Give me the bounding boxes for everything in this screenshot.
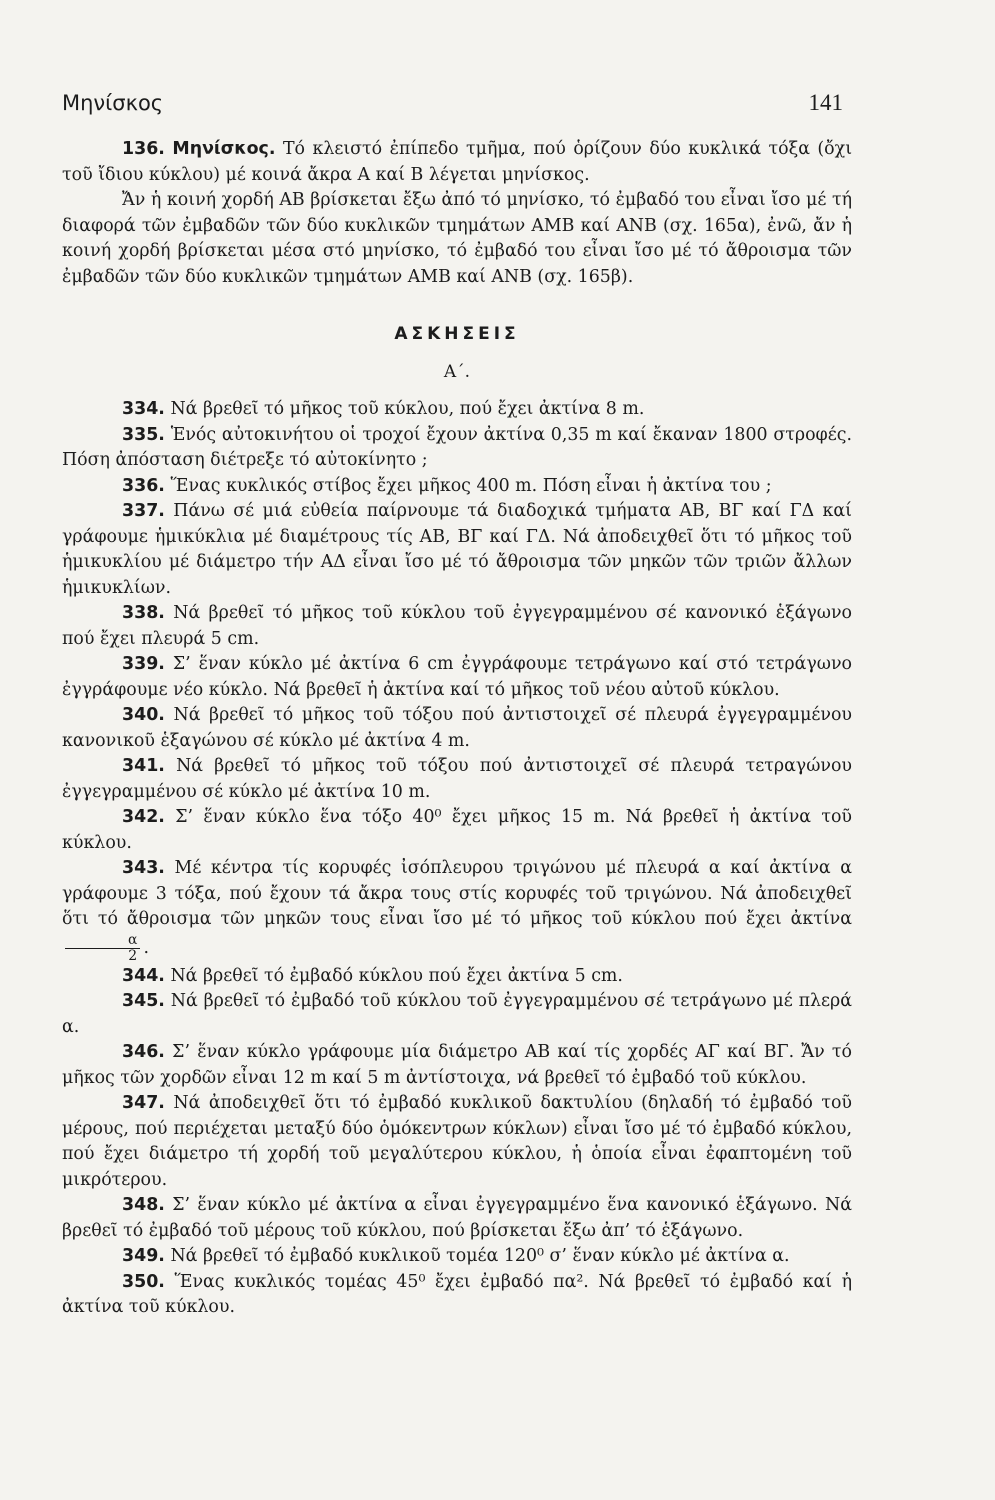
exercise-text: Νά βρεθεῖ τό μῆκος τοῦ τόξου πού ἀντιστοιχεῖ σέ πλευρά τετραγώνου ἐγγεγραμμένου σέ κύκλο μέ ἀκτίνα 10 m. [62,756,852,802]
exercise-item [62,805,852,856]
exercise-item [62,703,852,754]
exercise-text: Νά ἀποδειχθεῖ ὅτι τό ἐμβαδό κυκλικοῦ δακτυλίου (δηλαδή τό ἐμβαδό τοῦ μέρους, πού περιέχεται μεταξύ δύο ὁμόκεντρων κύκλων) εἶναι ἴσο μέ τό ἐμβαδό κύκλου, πού ἔχει διάμετρο τή χορδή τοῦ μεγαλύτερου κύκλου, ἡ ὁποία εἶναι ἐφαπτομένη τοῦ μικρότερου. [62,1093,852,1190]
exercise-text: Ἑνός αὐτοκινήτου οἱ τροχοί ἔχουν ἀκτίνα 0,35 m καί ἔκαναν 1800 στροφές. Πόση ἀπόσταση διέτρεξε τό αὐτοκίνητο ; [62,424,852,470]
page-content [62,137,852,1321]
exercise-text: Ἕνας κυκλικός τομέας 45⁰ ἔχει ἐμβαδό πα². Νά βρεθεῖ τό ἐμβαδό καί ἡ ἀκτίνα τοῦ κύκλου. [62,1271,852,1317]
exercise-text: Νά βρεθεῖ τό μῆκος τοῦ κύκλου τοῦ ἐγγεγραμμένου σέ κανονικό ἑξάγωνο πού ἔχει πλευρά 5 cm. [62,603,853,649]
exercise-number: 339. [122,654,165,674]
exercise-text: Νά βρεθεῖ τό ἐμβαδό τοῦ κύκλου τοῦ ἐγγεγραμμένου σέ τετράγωνο μέ πλερά α. [62,991,852,1037]
exercise-number: 344. [122,965,165,986]
exercise-item [62,652,852,703]
exercise-text: Σ’ ἕναν κύκλο γράφουμε μία διάμετρο ΑΒ καί τίς χορδές ΑΓ καί ΒΓ. Ἄν τό μῆκος τῶν χορδῶν εἶναι 12 m καί 5 m ἀντίστοιχα, νά βρεθεῖ τό ἐμβαδό τοῦ κύκλου. [62,1042,852,1088]
fraction-denominator: 2 [128,947,138,964]
exercise-number: 342. [122,807,165,827]
exercise-number: 343. [122,858,165,878]
exercise-text: Νά βρεθεῖ τό ἐμβαδό κυκλικοῦ τομέα 120⁰ σ’ ἕναν κύκλο μέ ἀκτίνα α. [170,1246,790,1266]
exercise-number: 335. [122,424,165,445]
exercise-item [62,474,852,500]
exercise-number: 346. [122,1042,165,1062]
exercise-number: 345. [122,991,165,1011]
fraction [65,933,140,964]
exercise-number: 334. [122,399,165,419]
exercise-number: 347. [122,1093,165,1113]
exercise-number: 350. [122,1271,165,1292]
exercise-number: 336. [122,475,165,496]
exercise-item [62,1270,852,1321]
section-text-1: Τό κλειστό ἐπίπεδο τμῆμα, πού ὁρίζουν δύο κυκλικά τόξα (ὄχι τοῦ ἴδιου κύκλου) μέ κοινά ἄκρα Α καί Β λέγεται μηνίσκος. [62,139,853,185]
exercises-heading: ΑΣΚΗΣΕΙΣ [394,324,520,344]
exercise-item [62,601,852,652]
exercise-item [62,499,852,601]
page-header [62,90,843,116]
exercise-text: Νά βρεθεῖ τό μῆκος τοῦ τόξου πού ἀντιστοιχεῖ σέ πλευρά ἐγγεγραμμένου κανονικοῦ ἑξαγώνου σέ κύκλο μέ ἀκτίνα 4 m. [62,705,852,751]
exercise-number: 337. [122,501,165,521]
exercise-text: Πάνω σέ μιά εὐθεία παίρνουμε τά διαδοχικά τμήματα ΑΒ, ΒΓ καί ΓΔ καί γράφουμε ἡμικύκλια μέ διαμέτρους τίς ΑΒ, ΒΓ καί ΓΔ. Νά ἀποδειχθεῖ ὅτι τό μῆκος τοῦ ἡμικυκλίου μέ διάμετρο τήν ΑΔ εἶναι ἴσο μέ τό ἄθροισμα τῶν μηκῶν τῶν τριῶν ἄλλων ἡμικυκλίων. [62,501,852,598]
exercises-subheading: Α΄. [443,361,471,382]
exercise-item [62,1244,852,1270]
exercise-item [62,1040,852,1091]
exercise-item [62,964,852,990]
exercise-list [62,397,852,1321]
running-title: Μηνίσκος [62,91,164,115]
exercise-number: 349. [122,1246,165,1266]
exercise-number: 340. [122,705,165,725]
section-number: 136. [122,139,165,159]
exercise-number: 341. [122,756,165,776]
section-title: Μηνίσκος. [172,139,276,159]
exercise-item [62,754,852,805]
exercise-text: Ἕνας κυκλικός στίβος ἔχει μῆκος 400 m. Πόση εἶναι ἡ ἀκτίνα του ; [170,475,772,496]
exercise-text: Σ’ ἕναν κύκλο ἕνα τόξο 40⁰ ἔχει μῆκος 15 m. Νά βρεθεῖ ἡ ἀκτίνα τοῦ κύκλου. [62,807,852,853]
exercise-item [62,423,852,474]
exercise-number: 338. [122,603,165,623]
exercise-text: Νά βρεθεῖ τό ἐμβαδό κύκλου πού ἔχει ἀκτίνα 5 cm. [170,965,623,986]
exercise-number: 348. [122,1195,165,1215]
exercise-text: Νά βρεθεῖ τό μῆκος τοῦ κύκλου, πού ἔχει ἀκτίνα 8 m. [170,399,645,419]
exercise-text: Σ’ ἕναν κύκλο μέ ἀκτίνα 6 cm ἐγγράφουμε τετράγωνο καί στό τετράγωνο ἐγγράφουμε νέο κύκλο. Νά βρεθεῖ ἡ ἀκτίνα καί τό μῆκος τοῦ νέου αὐτοῦ κύκλου. [62,654,852,700]
exercise-tail: . [143,937,149,958]
exercise-item [62,397,852,423]
section-paragraph-1 [62,137,852,188]
exercise-text: Σ’ ἕναν κύκλο μέ ἀκτίνα α εἶναι ἐγγεγραμμένο ἕνα κανονικό ἑξάγωνο. Νά βρεθεῖ τό ἐμβαδό τοῦ μέρους τοῦ κύκλου, πού βρίσκεται ἔξω ἀπ’ τό ἑξάγωνο. [62,1195,852,1241]
page-number: 141 [808,90,843,115]
fraction-numerator: α [65,933,140,949]
exercise-text: Μέ κέντρα τίς κορυφές ἰσόπλευρου τριγώνου μέ πλευρά α καί ἀκτίνα α γράφουμε 3 τόξα, πού ἔχουν τά ἄκρα τους στίς κορυφές τοῦ τριγώνου. Νά ἀποδειχθεῖ ὅτι τό ἄθροισμα τῶν μηκῶν τους εἶναι ἴσο μέ τό μῆκος τοῦ κύκλου πού ἔχει ἀκτίνα [62,858,852,929]
section-paragraph-2: Ἄν ἡ κοινή χορδή ΑΒ βρίσκεται ἔξω ἀπό τό μηνίσκο, τό ἐμβαδό του εἶναι ἴσο μέ τή διαφορά τῶν ἐμβαδῶν τῶν δύο κυκλικῶν τμημάτων ΑΜΒ καί ΑΝΒ (σχ. 165α), ἐνῶ, ἄν ἡ κοινή χορδή βρίσκεται μέσα στό μηνίσκο, τό ἐμβαδό του εἶναι ἴσο μέ τό ἄθροισμα τῶν ἐμβαδῶν τῶν δύο κυκλικῶν τμημάτων ΑΜΒ καί ΑΝΒ (σχ. 165β). [62,190,852,287]
exercise-item [62,1193,852,1244]
exercise-item [62,989,852,1040]
exercise-item [62,1091,852,1193]
exercise-item [62,856,852,964]
